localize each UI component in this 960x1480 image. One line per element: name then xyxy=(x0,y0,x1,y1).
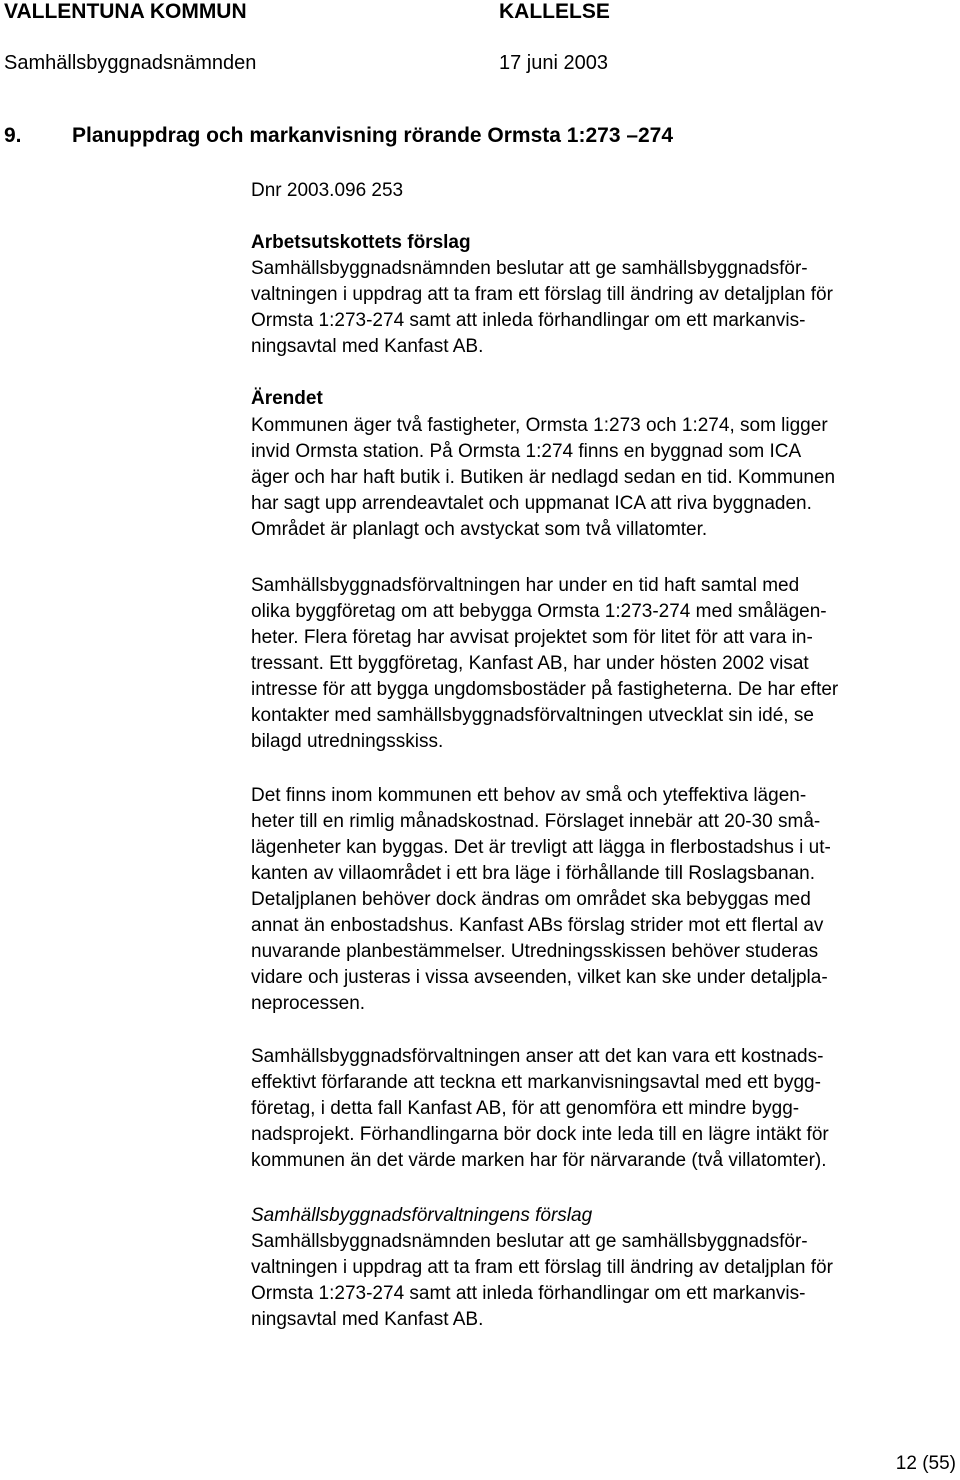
paragraph-line: lägenheter kan byggas. Det är trevligt att lägga in flerbostadshus i ut- xyxy=(251,837,831,858)
item-number: 9. xyxy=(4,124,22,147)
paragraph-line: kanten av villaområdet i ett bra läge i förhållande till Roslagsbanan. xyxy=(251,863,815,884)
paragraph-line: heter. Flera företag har avvisat projektet som för litet för att vara in- xyxy=(251,627,813,648)
arbetsutskottet-line: valtningen i uppdrag att ta fram ett förslag till ändring av detaljplan för xyxy=(251,284,833,305)
paragraph-line: Samhällsbyggnadsförvaltningen har under en tid haft samtal med xyxy=(251,575,800,596)
document-type: KALLELSE xyxy=(499,0,610,23)
paragraph-line: nadsprojekt. Förhandlingarna bör dock inte leda till en lägre intäkt för xyxy=(251,1124,829,1145)
dnr-reference: Dnr 2003.096 253 xyxy=(251,180,404,201)
paragraph-line: tressant. Ett byggföretag, Kanfast AB, har under hösten 2002 visat xyxy=(251,653,809,674)
arbetsutskottet-line: ningsavtal med Kanfast AB. xyxy=(251,336,484,357)
forvaltning-heading: Samhällsbyggnadsförvaltningens förslag xyxy=(251,1205,593,1226)
paragraph-line: vidare och justeras i vissa avseenden, vilket kan ske under detaljpla- xyxy=(251,967,828,988)
arbetsutskottet-heading: Arbetsutskottets förslag xyxy=(251,232,471,253)
paragraph-line: olika byggföretag om att bebygga Ormsta 1:273-274 med smålägen- xyxy=(251,601,827,622)
paragraph-line: företag, i detta fall Kanfast AB, för att genomföra ett mindre bygg- xyxy=(251,1098,800,1119)
paragraph-line: intresse för att bygga ungdomsbostäder på fastigheterna. De har efter xyxy=(251,679,839,700)
forvaltning-line: Samhällsbyggnadsnämnden beslutar att ge samhällsbyggnadsför- xyxy=(251,1231,808,1252)
forvaltning-line: ningsavtal med Kanfast AB. xyxy=(251,1309,484,1330)
arendet-line: Kommunen äger två fastigheter, Ormsta 1:273 och 1:274, som ligger xyxy=(251,415,828,436)
item-title: Planuppdrag och markanvisning rörande Ormsta 1:273 –274 xyxy=(72,124,674,147)
paragraph-line: Samhällsbyggnadsförvaltningen anser att det kan vara ett kostnads- xyxy=(251,1046,824,1067)
arendet-line: äger och har haft butik i. Butiken är nedlagd sedan en tid. Kommunen xyxy=(251,467,836,488)
paragraph-line: effektivt förfarande att teckna ett markanvisningsavtal med ett bygg- xyxy=(251,1072,821,1093)
arbetsutskottet-line: Samhällsbyggnadsnämnden beslutar att ge samhällsbyggnadsför- xyxy=(251,258,808,279)
committee-name: Samhällsbyggnadsnämnden xyxy=(4,52,257,74)
arendet-line: invid Ormsta station. På Ormsta 1:274 finns en byggnad som ICA xyxy=(251,441,802,462)
arendet-line: Området är planlagt och avstyckat som två villatomter. xyxy=(251,519,708,540)
forvaltning-line: valtningen i uppdrag att ta fram ett förslag till ändring av detaljplan för xyxy=(251,1257,833,1278)
paragraph-line: kontakter med samhällsbyggnadsförvaltningen utvecklat sin idé, se xyxy=(251,705,814,726)
arbetsutskottet-line: Ormsta 1:273-274 samt att inleda förhandlingar om ett markanvis- xyxy=(251,310,806,331)
organization-name: VALLENTUNA KOMMUN xyxy=(4,0,247,23)
paragraph-line: bilagd utredningsskiss. xyxy=(251,731,444,752)
paragraph-line: kommunen än det värde marken har för närvarande (två villatomter). xyxy=(251,1150,827,1171)
paragraph-line: annat än enbostadshus. Kanfast ABs förslag strider mot ett flertal av xyxy=(251,915,824,936)
arendet-line: har sagt upp arrendeavtalet och uppmanat ICA att riva byggnaden. xyxy=(251,493,812,514)
forvaltning-line: Ormsta 1:273-274 samt att inleda förhandlingar om ett markanvis- xyxy=(251,1283,806,1304)
paragraph-line: heter till en rimlig månadskostnad. Förslaget innebär att 20-30 små- xyxy=(251,811,821,832)
meeting-date: 17 juni 2003 xyxy=(499,52,608,74)
paragraph-line: Det finns inom kommunen ett behov av små och yteffektiva lägen- xyxy=(251,785,807,806)
arendet-heading: Ärendet xyxy=(251,388,323,409)
paragraph-line: Detaljplanen behöver dock ändras om området ska bebyggas med xyxy=(251,889,811,910)
paragraph-line: nuvarande planbestämmelser. Utredningsskissen behöver studeras xyxy=(251,941,819,962)
page-number: 12 (55) xyxy=(895,1453,956,1474)
paragraph-line: neprocessen. xyxy=(251,993,366,1014)
